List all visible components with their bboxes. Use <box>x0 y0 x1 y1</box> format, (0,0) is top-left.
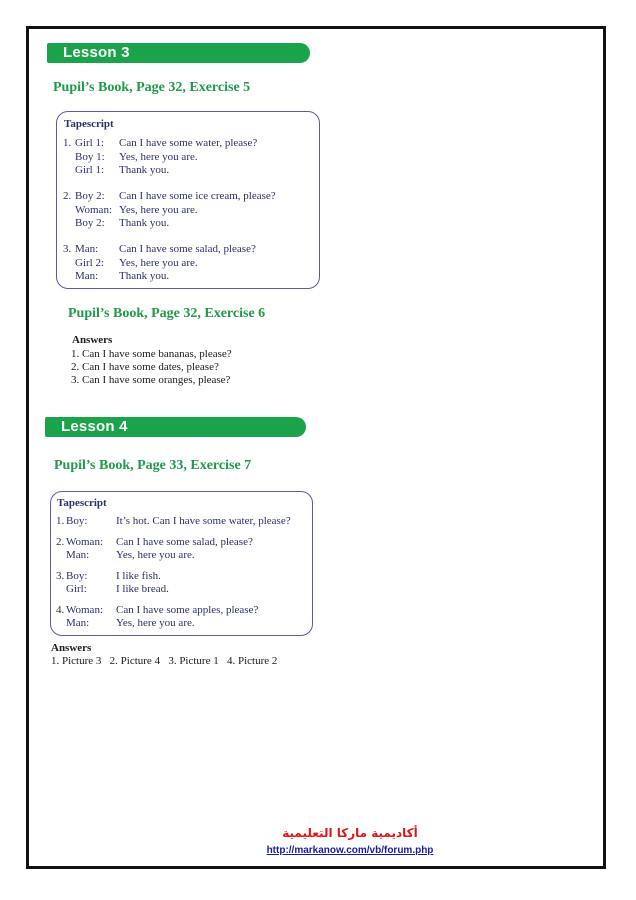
line-number: 3. <box>63 243 72 255</box>
utterance: Can I have some apples, please? <box>116 604 259 616</box>
tapescript-line <box>63 151 313 165</box>
speaker-label: Woman: <box>66 604 103 616</box>
tapescript-line <box>56 604 308 618</box>
line-number: 2. <box>56 536 65 548</box>
speaker-label: Girl 2: <box>75 257 105 269</box>
utterance: Yes, here you are. <box>119 257 198 269</box>
speaker-label: Man: <box>66 549 90 561</box>
tapescript-line <box>63 217 313 231</box>
utterance: Can I have some salad, please? <box>119 243 256 255</box>
tapescript-line <box>63 204 313 218</box>
utterance: Can I have some salad, please? <box>116 536 253 548</box>
tapescript-line <box>63 164 313 178</box>
speaker-label: Man: <box>66 617 90 629</box>
line-number: 4. <box>56 604 65 616</box>
speaker-label: Woman: <box>75 204 112 216</box>
line-number: 2. <box>63 190 72 202</box>
exercise-7-title: Pupil’s Book, Page 33, Exercise 7 <box>54 458 252 473</box>
speaker-label: Girl 1: <box>75 164 105 176</box>
tapescript-heading: Tapescript <box>64 118 114 130</box>
utterance: I like fish. <box>116 570 161 582</box>
speaker-label: Boy: <box>66 515 88 527</box>
tapescript-line <box>56 515 308 529</box>
speaker-label: Man: <box>75 243 99 255</box>
tapescript-line <box>63 137 313 151</box>
tapescript-line <box>56 536 308 550</box>
line-number: 1. <box>56 515 65 527</box>
lesson-3-banner: Lesson 3 <box>47 43 310 63</box>
exercise-6-title: Pupil’s Book, Page 32, Exercise 6 <box>68 306 266 321</box>
tapescript-line <box>56 570 308 584</box>
answer-item: 1. Can I have some bananas, please? <box>71 348 232 360</box>
speaker-label: Boy 2: <box>75 190 105 202</box>
utterance: Thank you. <box>119 164 170 176</box>
utterance: Can I have some water, please? <box>119 137 258 149</box>
speaker-label: Boy 1: <box>75 151 105 163</box>
utterance: It’s hot. Can I have some water, please? <box>116 515 291 527</box>
utterance: I like bread. <box>116 583 169 595</box>
tapescript-line <box>63 257 313 271</box>
tapescript-line <box>63 270 313 284</box>
tapescript-line <box>56 583 308 597</box>
utterance: Yes, here you are. <box>116 549 195 561</box>
speaker-label: Boy: <box>66 570 88 582</box>
speaker-label: Man: <box>75 270 99 282</box>
academy-name: أكاديمية ماركا التعليمية <box>282 826 418 840</box>
utterance: Yes, here you are. <box>119 151 198 163</box>
answers-heading: Answers <box>51 642 92 654</box>
utterance: Thank you. <box>119 217 170 229</box>
speaker-label: Boy 2: <box>75 217 105 229</box>
answer-item: 2. Can I have some dates, please? <box>71 361 219 373</box>
tapescript-line <box>63 243 313 257</box>
answer-item: 3. Can I have some oranges, please? <box>71 374 231 386</box>
answers-line: 1. Picture 3 2. Picture 4 3. Picture 1 4. Picture 2 <box>51 655 278 667</box>
exercise-5-title: Pupil’s Book, Page 32, Exercise 5 <box>53 80 251 95</box>
tapescript-line <box>56 549 308 563</box>
tapescript-line <box>63 190 313 204</box>
answers-heading: Answers <box>72 334 113 346</box>
line-number: 3. <box>56 570 65 582</box>
tapescript-line <box>56 617 308 631</box>
lesson-4-banner: Lesson 4 <box>45 417 306 437</box>
utterance: Yes, here you are. <box>119 204 198 216</box>
utterance: Thank you. <box>119 270 170 282</box>
forum-link[interactable]: http://markanow.com/vb/forum.php <box>266 845 434 856</box>
utterance: Can I have some ice cream, please? <box>119 190 276 202</box>
utterance: Yes, here you are. <box>116 617 195 629</box>
speaker-label: Girl 1: <box>75 137 105 149</box>
speaker-label: Girl: <box>66 583 87 595</box>
tapescript-heading: Tapescript <box>57 497 107 509</box>
line-number: 1. <box>63 137 72 149</box>
speaker-label: Woman: <box>66 536 103 548</box>
